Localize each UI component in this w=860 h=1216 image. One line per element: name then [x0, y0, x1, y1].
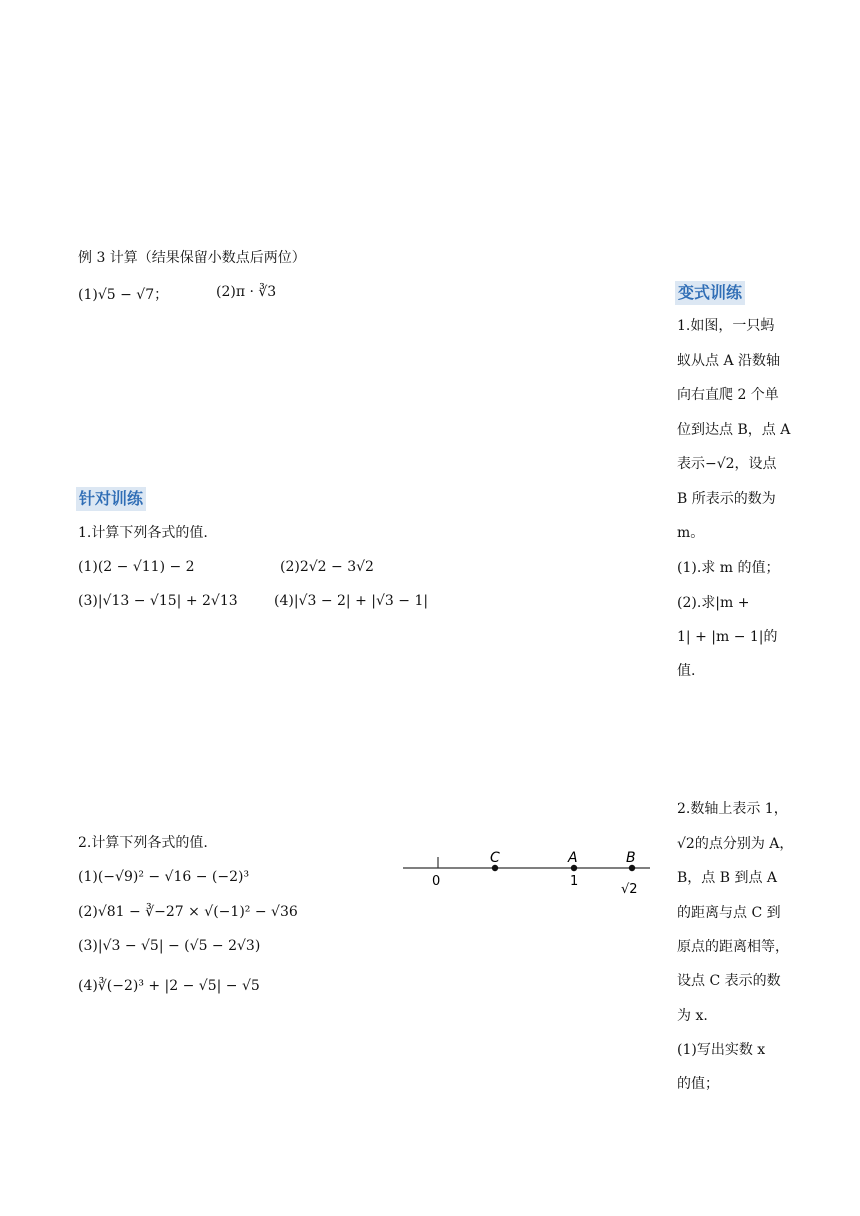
variant-q2-line: (1)写出实数 x: [677, 1042, 766, 1058]
example-3-part-2: (2)π · ∛3: [216, 284, 277, 300]
variant-q1-line: 1.如图，一只蚂: [677, 318, 775, 334]
variant-q1-line: 位到达点 B，点 A: [677, 422, 791, 438]
number-line-figure: [400, 845, 652, 900]
q1-part-1: (1)(2 − √11) − 2: [78, 559, 195, 575]
variant-q1-line: 蚁从点 A 沿数轴: [677, 353, 781, 369]
label-b: B: [626, 850, 636, 866]
q2-title: 2.计算下列各式的值.: [78, 835, 208, 851]
variant-q2-line: 设点 C 表示的数: [677, 973, 781, 989]
q2-part-2: (2)√81 − ∛−27 × √(−1)² − √36: [78, 904, 298, 920]
label-a: A: [568, 850, 578, 866]
variant-q2-line: 的值；: [677, 1076, 719, 1092]
variant-q2-line: 2.数轴上表示 1，: [677, 801, 788, 817]
variant-q1-line: B 所表示的数为: [677, 491, 776, 507]
tick-label-sqrt2: √2: [621, 882, 638, 897]
label-c: C: [490, 850, 500, 866]
variant-training-heading: 变式训练: [675, 281, 745, 305]
q1-part-4: (4)|√3 − 2| + |√3 − 1|: [274, 593, 429, 609]
q2-part-4: (4)∛(−2)³ + |2 − √5| − √5: [78, 978, 260, 994]
variant-q1-line: 表示−√2，设点: [677, 456, 777, 472]
variant-q2-line: √2的点分别为 A，: [677, 836, 794, 852]
variant-q1-line: (1).求 m 的值；: [677, 560, 780, 576]
variant-q1-line: 向右直爬 2 个单: [677, 387, 779, 403]
variant-q2-line: 的距离与点 C 到: [677, 905, 781, 921]
variant-q2-line: B，点 B 到点 A: [677, 870, 778, 886]
example-3-part-1: (1)√5 − √7；: [78, 287, 169, 303]
q1-title: 1.计算下列各式的值.: [78, 525, 208, 541]
q2-part-3: (3)|√3 − √5| − (√5 − 2√3): [78, 938, 261, 954]
q2-part-1: (1)(−√9)² − √16 − (−2)³: [78, 869, 250, 885]
variant-q2-line: 为 x.: [677, 1008, 708, 1024]
variant-q1-line: 1| + |m − 1|的: [677, 629, 778, 645]
q1-part-2: (2)2√2 − 3√2: [280, 559, 374, 575]
variant-q1-line: (2).求|m +: [677, 595, 750, 611]
tick-label-1: 1: [570, 874, 579, 889]
example-3-title: 例 3 计算（结果保留小数点后两位）: [78, 250, 306, 266]
tick-label-0: 0: [432, 874, 441, 889]
q1-part-3: (3)|√13 − √15| + 2√13: [78, 593, 238, 609]
variant-q1-line: m。: [677, 525, 705, 541]
variant-q2-line: 原点的距离相等，: [677, 939, 789, 955]
targeted-training-heading: 针对训练: [76, 487, 146, 511]
variant-q1-line: 值.: [677, 663, 696, 679]
